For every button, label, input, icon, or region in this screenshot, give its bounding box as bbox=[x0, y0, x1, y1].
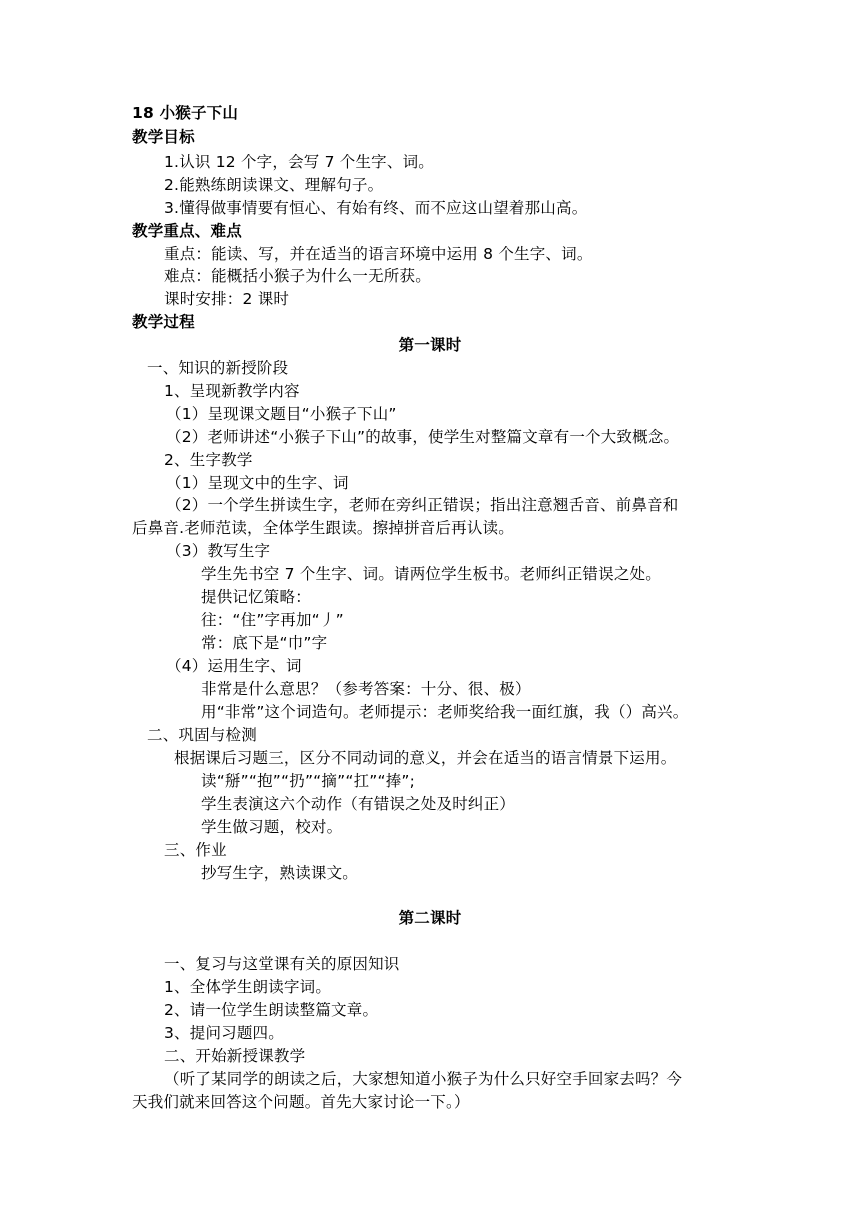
lesson1-item: （2）老师讲述“小猴子下山”的故事，使学生对整篇文章有一个大致概念。 bbox=[166, 428, 680, 446]
lesson1-subsection: 1、呈现新教学内容 bbox=[164, 382, 300, 400]
lesson2-paragraph-line: 天我们就来回答这个问题。首先大家讨论一下。） bbox=[132, 1093, 470, 1111]
lesson2-section: 一、复习与这堂课有关的原因知识 bbox=[164, 955, 400, 973]
lesson1-detail: 根据课后习题三，区分不同动词的意义，并会在适当的语言情景下运用。 bbox=[174, 749, 677, 767]
lesson1-item: （1）呈现课文题目“小猴子下山” bbox=[166, 405, 397, 423]
lesson1-item: （2）一个学生拼读生字，老师在旁纠正错误；指出注意翘舌音、前鼻音和 bbox=[166, 496, 679, 514]
lesson1-detail: 用“非常”这个词造句。老师提示：老师奖给我一面红旗，我（）高兴。 bbox=[201, 703, 689, 721]
lesson1-subsection: 2、生字教学 bbox=[164, 451, 253, 469]
heading-process: 教学过程 bbox=[132, 313, 195, 331]
goal-item: 1.认识 12 个字，会写 7 个生字、词。 bbox=[164, 153, 434, 171]
lesson1-detail: 学生做习题，校对。 bbox=[201, 818, 343, 836]
lesson2-heading: 第二课时 bbox=[398, 909, 462, 927]
schedule-text: 课时安排：2 课时 bbox=[164, 290, 290, 308]
lesson2-paragraph-line: （听了某同学的朗读之后，大家想知道小猴子为什么只好空手回家去吗？今 bbox=[164, 1070, 683, 1088]
lesson2-item: 1、全体学生朗读字词。 bbox=[164, 978, 332, 996]
lesson1-section: 一、知识的新授阶段 bbox=[147, 359, 289, 377]
difficulty-text: 难点：能概括小猴子为什么一无所获。 bbox=[164, 267, 431, 285]
lesson1-item: （3）教写生字 bbox=[166, 542, 271, 560]
lesson2-item: 3、提问习题四。 bbox=[164, 1024, 284, 1042]
lesson1-item: （1）呈现文中的生字、词 bbox=[166, 474, 349, 492]
lesson1-section: 三、作业 bbox=[164, 841, 227, 859]
lesson1-detail: 学生表演这六个动作（有错误之处及时纠正） bbox=[201, 795, 516, 813]
lesson1-detail: 往：“住”字再加“丿” bbox=[201, 611, 344, 629]
lesson1-detail: 抄写生字，熟读课文。 bbox=[201, 864, 359, 882]
lesson1-detail: 读“掰”“抱”“扔”“摘”“扛”“捧”; bbox=[201, 772, 416, 790]
lesson1-detail: 学生先书空 7 个生字、词。请两位学生板书。老师纠正错误之处。 bbox=[201, 565, 661, 583]
goal-item: 3.懂得做事情要有恒心、有始有终、而不应这山望着那山高。 bbox=[164, 199, 588, 217]
heading-key-points: 教学重点、难点 bbox=[132, 222, 242, 240]
lesson2-section: 二、开始新授课教学 bbox=[164, 1047, 306, 1065]
key-points-text: 重点：能读、写，并在适当的语言环境中运用 8 个生字、词。 bbox=[164, 245, 593, 263]
lesson1-item: （4）运用生字、词 bbox=[166, 657, 302, 675]
lesson1-detail: 提供记忆策略： bbox=[201, 588, 311, 606]
lesson1-section: 二、巩固与检测 bbox=[147, 726, 257, 744]
lesson1-heading: 第一课时 bbox=[398, 336, 462, 354]
lesson-title: 18 小猴子下山 bbox=[132, 104, 239, 122]
goal-item: 2.能熟练朗读课文、理解句子。 bbox=[164, 176, 384, 194]
lesson1-detail: 常：底下是“巾”字 bbox=[201, 634, 328, 652]
lesson1-item: 后鼻音.老师范读，全体学生跟读。擦掉拼音后再认读。 bbox=[132, 519, 514, 537]
heading-goals: 教学目标 bbox=[132, 128, 195, 146]
lesson1-detail: 非常是什么意思？（参考答案：十分、很、极） bbox=[201, 680, 531, 698]
lesson2-item: 2、请一位学生朗读整篇文章。 bbox=[164, 1001, 379, 1019]
